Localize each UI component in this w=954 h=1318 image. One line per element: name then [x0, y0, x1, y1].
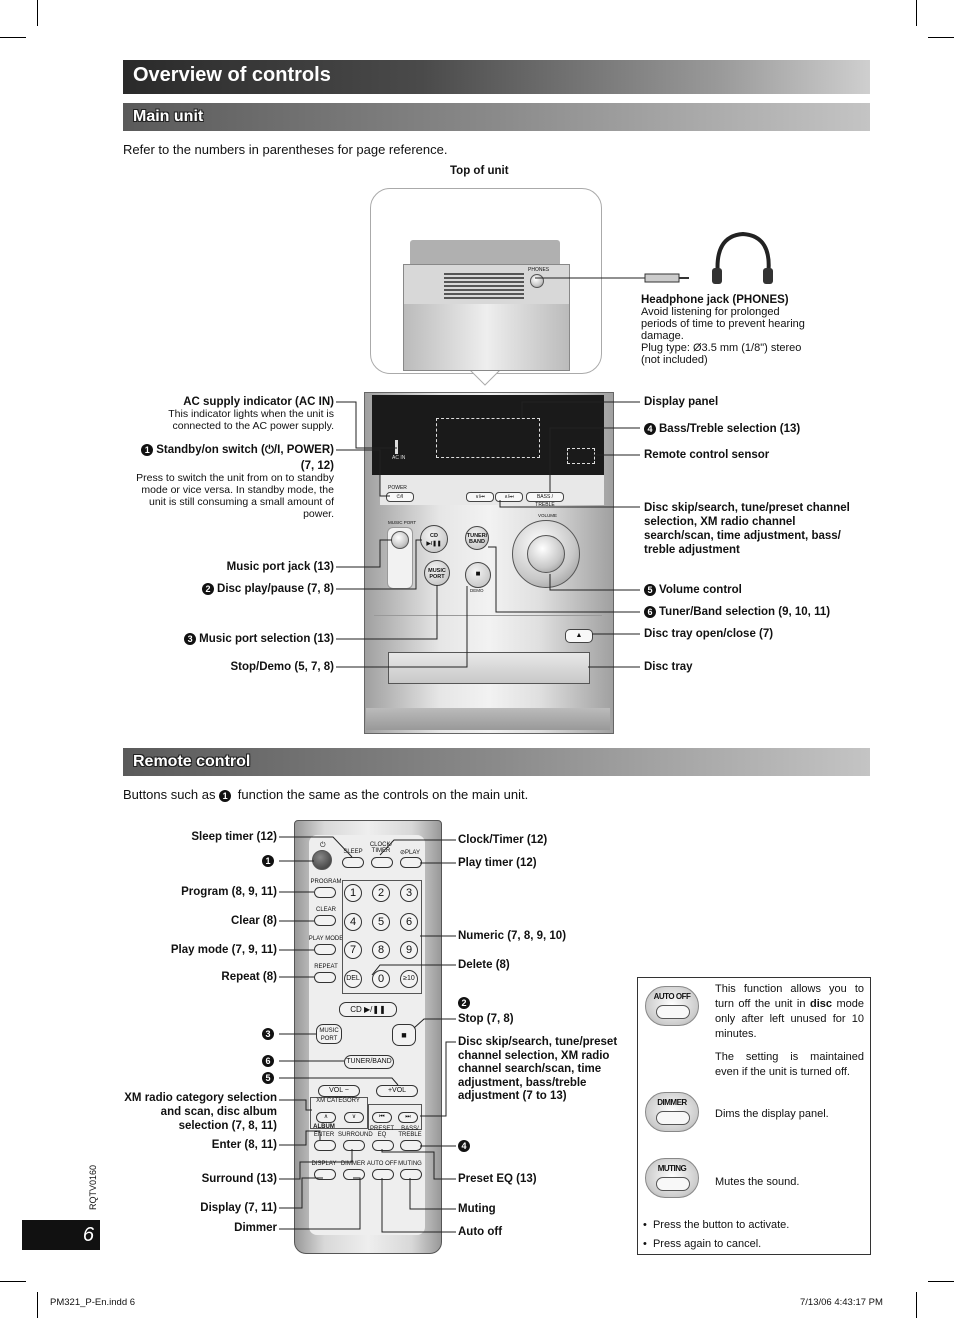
repeat-button[interactable] — [314, 972, 336, 983]
num-9-button[interactable]: 9 — [400, 941, 418, 959]
standby-desc: Press to switch the unit from on to standby mode or vice versa. In standby mode, the unit is still consuming a small amount of power. — [136, 472, 334, 520]
disc-tray-label: Disc tray — [644, 661, 693, 673]
xm-category-down-button[interactable]: ∧ — [316, 1112, 336, 1123]
unit-base — [366, 708, 610, 730]
headphone-icon — [535, 228, 775, 288]
volume-label: VOLUME — [538, 513, 558, 518]
clear-label: CLEAR — [315, 907, 336, 913]
num-7-button[interactable]: 7 — [344, 941, 362, 959]
auto-off-remote-button[interactable] — [372, 1169, 394, 1180]
footer-file: PM321_P-En.indd 6 — [50, 1297, 136, 1308]
num-0-button[interactable]: 0 — [372, 970, 390, 988]
program-label: PROGRAM — [310, 879, 342, 885]
top-of-unit-label: Top of unit — [450, 165, 509, 177]
remote-sensor-label: Remote control sensor — [644, 449, 770, 461]
auto-off-description-2: The setting is maintained even if the unit is turned off. — [715, 1051, 864, 1078]
enter-label: ENTER — [313, 1132, 335, 1138]
num-5-button[interactable]: 5 — [372, 913, 390, 931]
headphone-plug: Plug type: Ø3.5 mm (1/8") stereo (not included) — [641, 342, 802, 366]
music-port-jack-label: Music port jack (13) — [226, 561, 334, 573]
dimmer-illustration: DIMMER — [645, 1092, 699, 1132]
play-mode-label: PLAY MODE — [308, 936, 344, 942]
bubble-pointer — [470, 370, 500, 386]
footer-timestamp: 7/13/06 4:43:17 PM — [800, 1297, 883, 1308]
tuner-band-button[interactable]: TUNER/ BAND — [465, 526, 489, 550]
remote-heading-bar — [123, 748, 870, 776]
marker-1: 1 — [141, 444, 153, 456]
dimmer-text: Dimmer — [234, 1222, 277, 1234]
bass-treble-button[interactable]: BASS / TREBLE — [526, 492, 564, 502]
repeat-label: REPEAT — [314, 964, 338, 970]
repeat-text: Repeat (8) — [221, 971, 277, 983]
num-6-button[interactable]: 6 — [400, 913, 418, 931]
main-unit-intro: Refer to the numbers in parentheses for page reference. — [123, 142, 448, 157]
muting-illustration: MUTING — [645, 1158, 699, 1198]
skip-down-button[interactable]: ∨/⏮ — [466, 492, 494, 502]
display-panel-label: Display panel — [644, 396, 719, 408]
note-bullet-2: • Press again to cancel. — [643, 1238, 762, 1250]
remote-marker-3: 3 — [130, 1028, 277, 1040]
cd-play-pause-button[interactable]: CD ▶/❚❚ — [339, 1002, 397, 1017]
display-remote-label: DISPLAY — [311, 1161, 337, 1167]
preset-eq-label: PRESET EQ — [369, 1126, 394, 1138]
music-port-sel-label: 3 Music port selection (13) — [150, 633, 334, 645]
xm-category-label: XM CATEGORY — [316, 1098, 360, 1104]
page-title: Overview of controls — [133, 64, 331, 86]
headphone-desc: Avoid listening for prolonged periods of time to prevent hearing damage. — [641, 306, 805, 342]
surround-text: Surround (13) — [201, 1173, 277, 1185]
muting-description: Mutes the sound. — [715, 1176, 800, 1188]
main-unit-heading: Main unit — [133, 108, 204, 125]
num-2-button[interactable]: 2 — [372, 884, 390, 902]
crop-mark — [37, 1292, 38, 1318]
vent-grille — [444, 271, 524, 299]
tuner-band-label: 6 Tuner/Band selection (9, 10, 11) — [644, 606, 830, 618]
skip-forward-remote-button[interactable]: ⏭ — [398, 1112, 418, 1123]
remote-heading: Remote control — [133, 753, 251, 770]
note-bullet-1: • Press the button to activate. — [643, 1219, 790, 1231]
stop-demo-label: Stop/Demo (5, 7, 8) — [230, 661, 334, 673]
crop-mark — [0, 37, 26, 38]
volume-knob-center — [527, 535, 565, 573]
auto-off-illustration: AUTO OFF — [645, 986, 699, 1026]
ac-in-label-text: AC supply indicator (AC IN) — [183, 396, 334, 408]
clear-button[interactable] — [314, 915, 336, 926]
main-unit-heading-bar — [123, 103, 870, 131]
crop-mark — [916, 1292, 917, 1318]
crop-mark — [916, 0, 917, 26]
sleep-timer-label: Sleep timer (12) — [191, 831, 277, 843]
program-button[interactable] — [314, 887, 336, 898]
preset-eq-text: Preset EQ (13) — [458, 1173, 537, 1185]
num-1-button[interactable]: 1 — [344, 884, 362, 902]
ac-in-label: AC IN — [392, 455, 406, 461]
clock-timer-button[interactable] — [371, 857, 393, 868]
crop-mark — [928, 1281, 954, 1282]
disc-skip-remote-text: Disc skip/search, tune/preset channel selection, XM radio channel search/scan, time adjustment, bass/treble adjustment (7 to 13) — [458, 1036, 618, 1102]
remote-marker-2: 2 — [458, 997, 473, 1009]
num-10-button[interactable]: ≥10 — [400, 970, 418, 988]
numeric-text: Numeric (7, 8, 9, 10) — [458, 930, 567, 942]
program-text: Program (8, 9, 11) — [181, 886, 277, 898]
play-timer-button[interactable] — [400, 857, 422, 868]
muting-text: Muting — [458, 1203, 496, 1215]
bass-treble-label: 4 Bass/Treble selection (13) — [644, 423, 800, 435]
album-label: ALBUM — [313, 1124, 335, 1130]
doc-code: RQTV0160 — [88, 1164, 98, 1210]
music-port-jack[interactable] — [391, 531, 409, 549]
vol-minus-button[interactable]: VOL − — [318, 1085, 360, 1097]
power-button[interactable]: ⏻/I — [386, 492, 414, 502]
play-timer-label: ⊘PLAY — [400, 850, 420, 856]
remote-marker-1: 1 — [130, 855, 277, 867]
preset-eq-button[interactable] — [372, 1140, 394, 1151]
volume-label-text: 5 Volume control — [644, 584, 742, 596]
xm-category-up-button[interactable]: ∨ — [344, 1112, 364, 1123]
crop-mark — [0, 1281, 26, 1282]
delete-text: Delete (8) — [458, 959, 510, 971]
num-3-button[interactable]: 3 — [400, 884, 418, 902]
sleep-button[interactable] — [342, 857, 364, 868]
num-4-button[interactable]: 4 — [344, 913, 362, 931]
headphone-title: Headphone jack (PHONES) — [641, 294, 789, 306]
tuner-band-remote-button[interactable]: TUNER/BAND — [344, 1055, 394, 1069]
disc-play-label: 2 Disc play/pause (7, 8) — [150, 583, 334, 595]
dimmer-remote-button[interactable] — [343, 1169, 365, 1180]
bass-treble-remote-label: BASS/ TREBLE — [398, 1126, 422, 1138]
volume-knob[interactable] — [512, 520, 580, 588]
surround-label: SURROUND — [338, 1132, 373, 1138]
stop-remote-button[interactable]: ■ — [392, 1024, 416, 1046]
display-remote-button[interactable] — [314, 1169, 336, 1180]
auto-off-text: Auto off — [458, 1226, 503, 1238]
xm-category-text: XM radio category selection and scan, disc album selection (7, 8, 11) — [124, 1092, 277, 1132]
skip-back-remote-button[interactable]: ⏮ — [372, 1112, 392, 1123]
demo-label: DEMO — [470, 588, 484, 593]
dimmer-remote-label: DIMMER — [340, 1161, 366, 1167]
clock-timer-label: CLOCK/ TIMER — [369, 842, 393, 854]
disc-tray[interactable] — [388, 652, 590, 684]
delete-button[interactable]: DEL — [344, 970, 362, 988]
divider — [374, 615, 602, 616]
ac-in-indicator — [395, 440, 398, 454]
play-timer-text: Play timer (12) — [458, 857, 537, 869]
display-text: Display (7, 11) — [200, 1202, 277, 1214]
remote-intro: Buttons such as 1 function the same as the controls on the main unit. — [123, 787, 529, 802]
sleep-label: SLEEP — [343, 849, 363, 855]
play-mode-button[interactable] — [314, 944, 336, 955]
surround-button[interactable] — [343, 1140, 365, 1151]
music-port-remote-button[interactable]: MUSIC PORT — [316, 1024, 342, 1044]
auto-off-description: This function allows you to turn off the unit in disc mode only after left unused for 10 minutes. — [715, 983, 864, 1040]
remote-power-button[interactable] — [312, 850, 332, 870]
power-label: POWER — [388, 485, 407, 491]
crop-mark — [928, 37, 954, 38]
num-8-button[interactable]: 8 — [372, 941, 390, 959]
muting-remote-label: MUTING — [398, 1161, 422, 1167]
stop-demo-button[interactable]: ■ — [465, 562, 491, 588]
disc-tray-open-label: Disc tray open/close (7) — [644, 628, 774, 640]
auto-off-remote-label: AUTO OFF — [366, 1161, 398, 1167]
unit-body-top — [403, 304, 570, 371]
remote-sensor — [567, 448, 595, 464]
disc-play-pause-button[interactable]: CD ▶/❚❚ — [420, 525, 448, 553]
remote-marker-4: 4 — [458, 1140, 473, 1152]
page-number-tab — [22, 1220, 100, 1250]
stop-text: Stop (7, 8) — [458, 1013, 514, 1025]
skip-up-button[interactable]: ∧/⏭ — [495, 492, 523, 502]
music-port-label: MUSIC PORT — [388, 520, 417, 525]
ac-in-desc: This indicator lights when the unit is connected to the AC power supply. — [168, 408, 334, 432]
vol-plus-button[interactable]: +VOL — [376, 1085, 418, 1097]
remote-marker-5: 5 — [130, 1072, 277, 1084]
clear-text: Clear (8) — [230, 915, 277, 927]
enter-button[interactable] — [314, 1140, 336, 1151]
page-number: 6 — [82, 1224, 94, 1246]
muting-remote-button[interactable] — [400, 1169, 422, 1180]
bass-treble-remote-button[interactable] — [400, 1140, 422, 1151]
display-panel — [436, 418, 540, 458]
disc-skip-label: Disc skip/search, tune/preset channel selection, XM radio channel search/scan, time adjustment, bass/ treble adjustment — [644, 502, 850, 556]
enter-text: Enter (8, 11) — [211, 1139, 277, 1151]
eject-button[interactable]: ▲ — [565, 629, 593, 643]
page-title-bar — [123, 60, 870, 94]
play-mode-text: Play mode (7, 9, 11) — [170, 944, 277, 956]
music-port-button[interactable]: MUSIC PORT — [424, 560, 450, 586]
power-symbol-label: ⏻ — [320, 842, 326, 849]
remote-marker-6: 6 — [130, 1055, 277, 1067]
dimmer-description: Dims the display panel. — [715, 1108, 829, 1120]
standby-ref: (7, 12) — [300, 460, 334, 472]
phones-label: PHONES — [528, 267, 550, 273]
clock-timer-text: Clock/Timer (12) — [458, 834, 548, 846]
standby-label: 1 Standby/on switch (⏻/I, POWER) — [120, 444, 334, 457]
crop-mark — [37, 0, 38, 26]
